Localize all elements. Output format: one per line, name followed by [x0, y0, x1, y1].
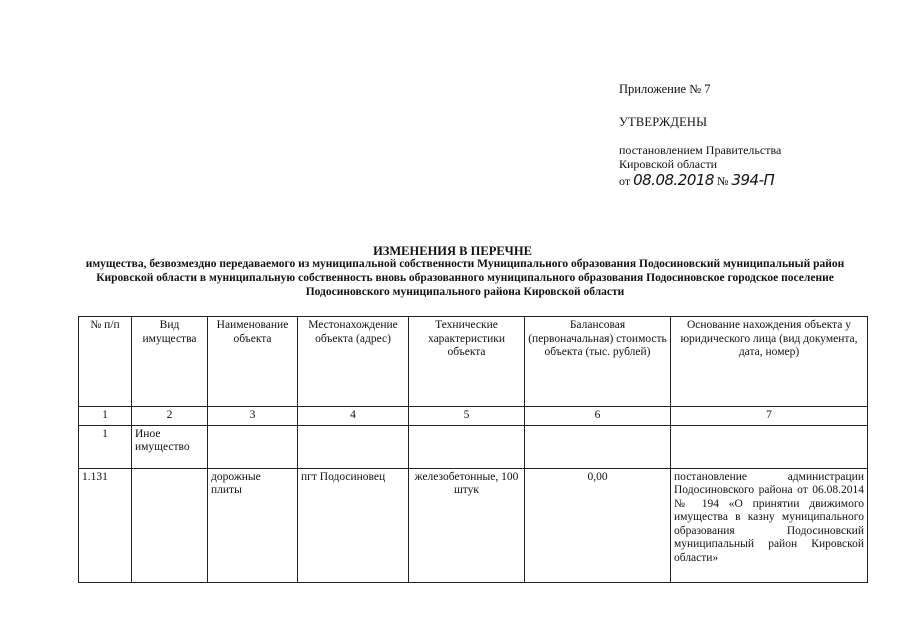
item-number: 1.131	[79, 468, 132, 582]
number-prefix: №	[716, 174, 729, 188]
header-cell-value: Балансовая (первоначальная) стоимость объекта (тыс. рублей)	[525, 317, 671, 407]
property-table	[78, 316, 868, 583]
item-specs: железобетонные, 100 штук	[409, 468, 525, 582]
document-subtitle: имущества, безвозмездно передаваемого из муниципальной собственности Муниципального образования Подосиновский муниципальный район Кировской области в муниципальную собственность вновь образованного муниципального образования Подосиновское городское поселение Подосиновского муниципального района Кировской области	[85, 258, 845, 298]
header-cell-number: № п/п	[79, 317, 132, 407]
item-basis: постановление администрации Подосиновского района от 06.08.2014 № 194 «О принятии движимого имущества в казну муниципального образования Подосиновский муниципальный район Кировской области»	[671, 468, 868, 582]
column-number-cell: 2	[132, 407, 208, 426]
document-title: ИЗМЕНЕНИЯ В ПЕРЕЧНЕ	[373, 244, 532, 258]
table-row-item	[79, 468, 868, 582]
decree-date-line	[619, 171, 774, 189]
category-type: Иное имущество	[132, 425, 208, 468]
column-number-cell: 4	[298, 407, 409, 426]
table-row-category	[79, 425, 868, 468]
handwritten-date: 08.08.2018	[633, 171, 714, 189]
empty-cell	[671, 425, 868, 468]
category-number: 1	[79, 425, 132, 468]
column-number-cell: 3	[208, 407, 298, 426]
decree-line-2: Кировской области	[619, 157, 718, 171]
decree-text	[619, 143, 781, 171]
decree-line-1: постановлением Правительства	[619, 143, 782, 157]
header-cell-location: Местонахождение объекта (адрес)	[298, 317, 409, 407]
column-number-cell: 5	[409, 407, 525, 426]
item-value: 0,00	[525, 468, 671, 582]
empty-cell	[298, 425, 409, 468]
header-cell-type: Вид имущества	[132, 317, 208, 407]
column-number-cell: 7	[671, 407, 868, 426]
item-location: пгт Подосиновец	[298, 468, 409, 582]
column-number-cell: 1	[79, 407, 132, 426]
header-cell-name: Наименование объекта	[208, 317, 298, 407]
header-cell-specs: Технические характеристики объекта	[409, 317, 525, 407]
date-prefix: от	[619, 174, 631, 188]
appendix-label: Приложение № 7	[619, 82, 711, 96]
handwritten-number: 394-П	[731, 171, 775, 189]
column-number-cell: 6	[525, 407, 671, 426]
column-number-row	[79, 407, 868, 426]
empty-cell	[409, 425, 525, 468]
item-name: дорожные плиты	[208, 468, 298, 582]
item-type	[132, 468, 208, 582]
approved-label: УТВЕРЖДЕНЫ	[619, 115, 708, 129]
table-header-row	[79, 317, 868, 407]
empty-cell	[525, 425, 671, 468]
empty-cell	[208, 425, 298, 468]
header-cell-basis: Основание нахождения объекта у юридического лица (вид документа, дата, номер)	[671, 317, 868, 407]
